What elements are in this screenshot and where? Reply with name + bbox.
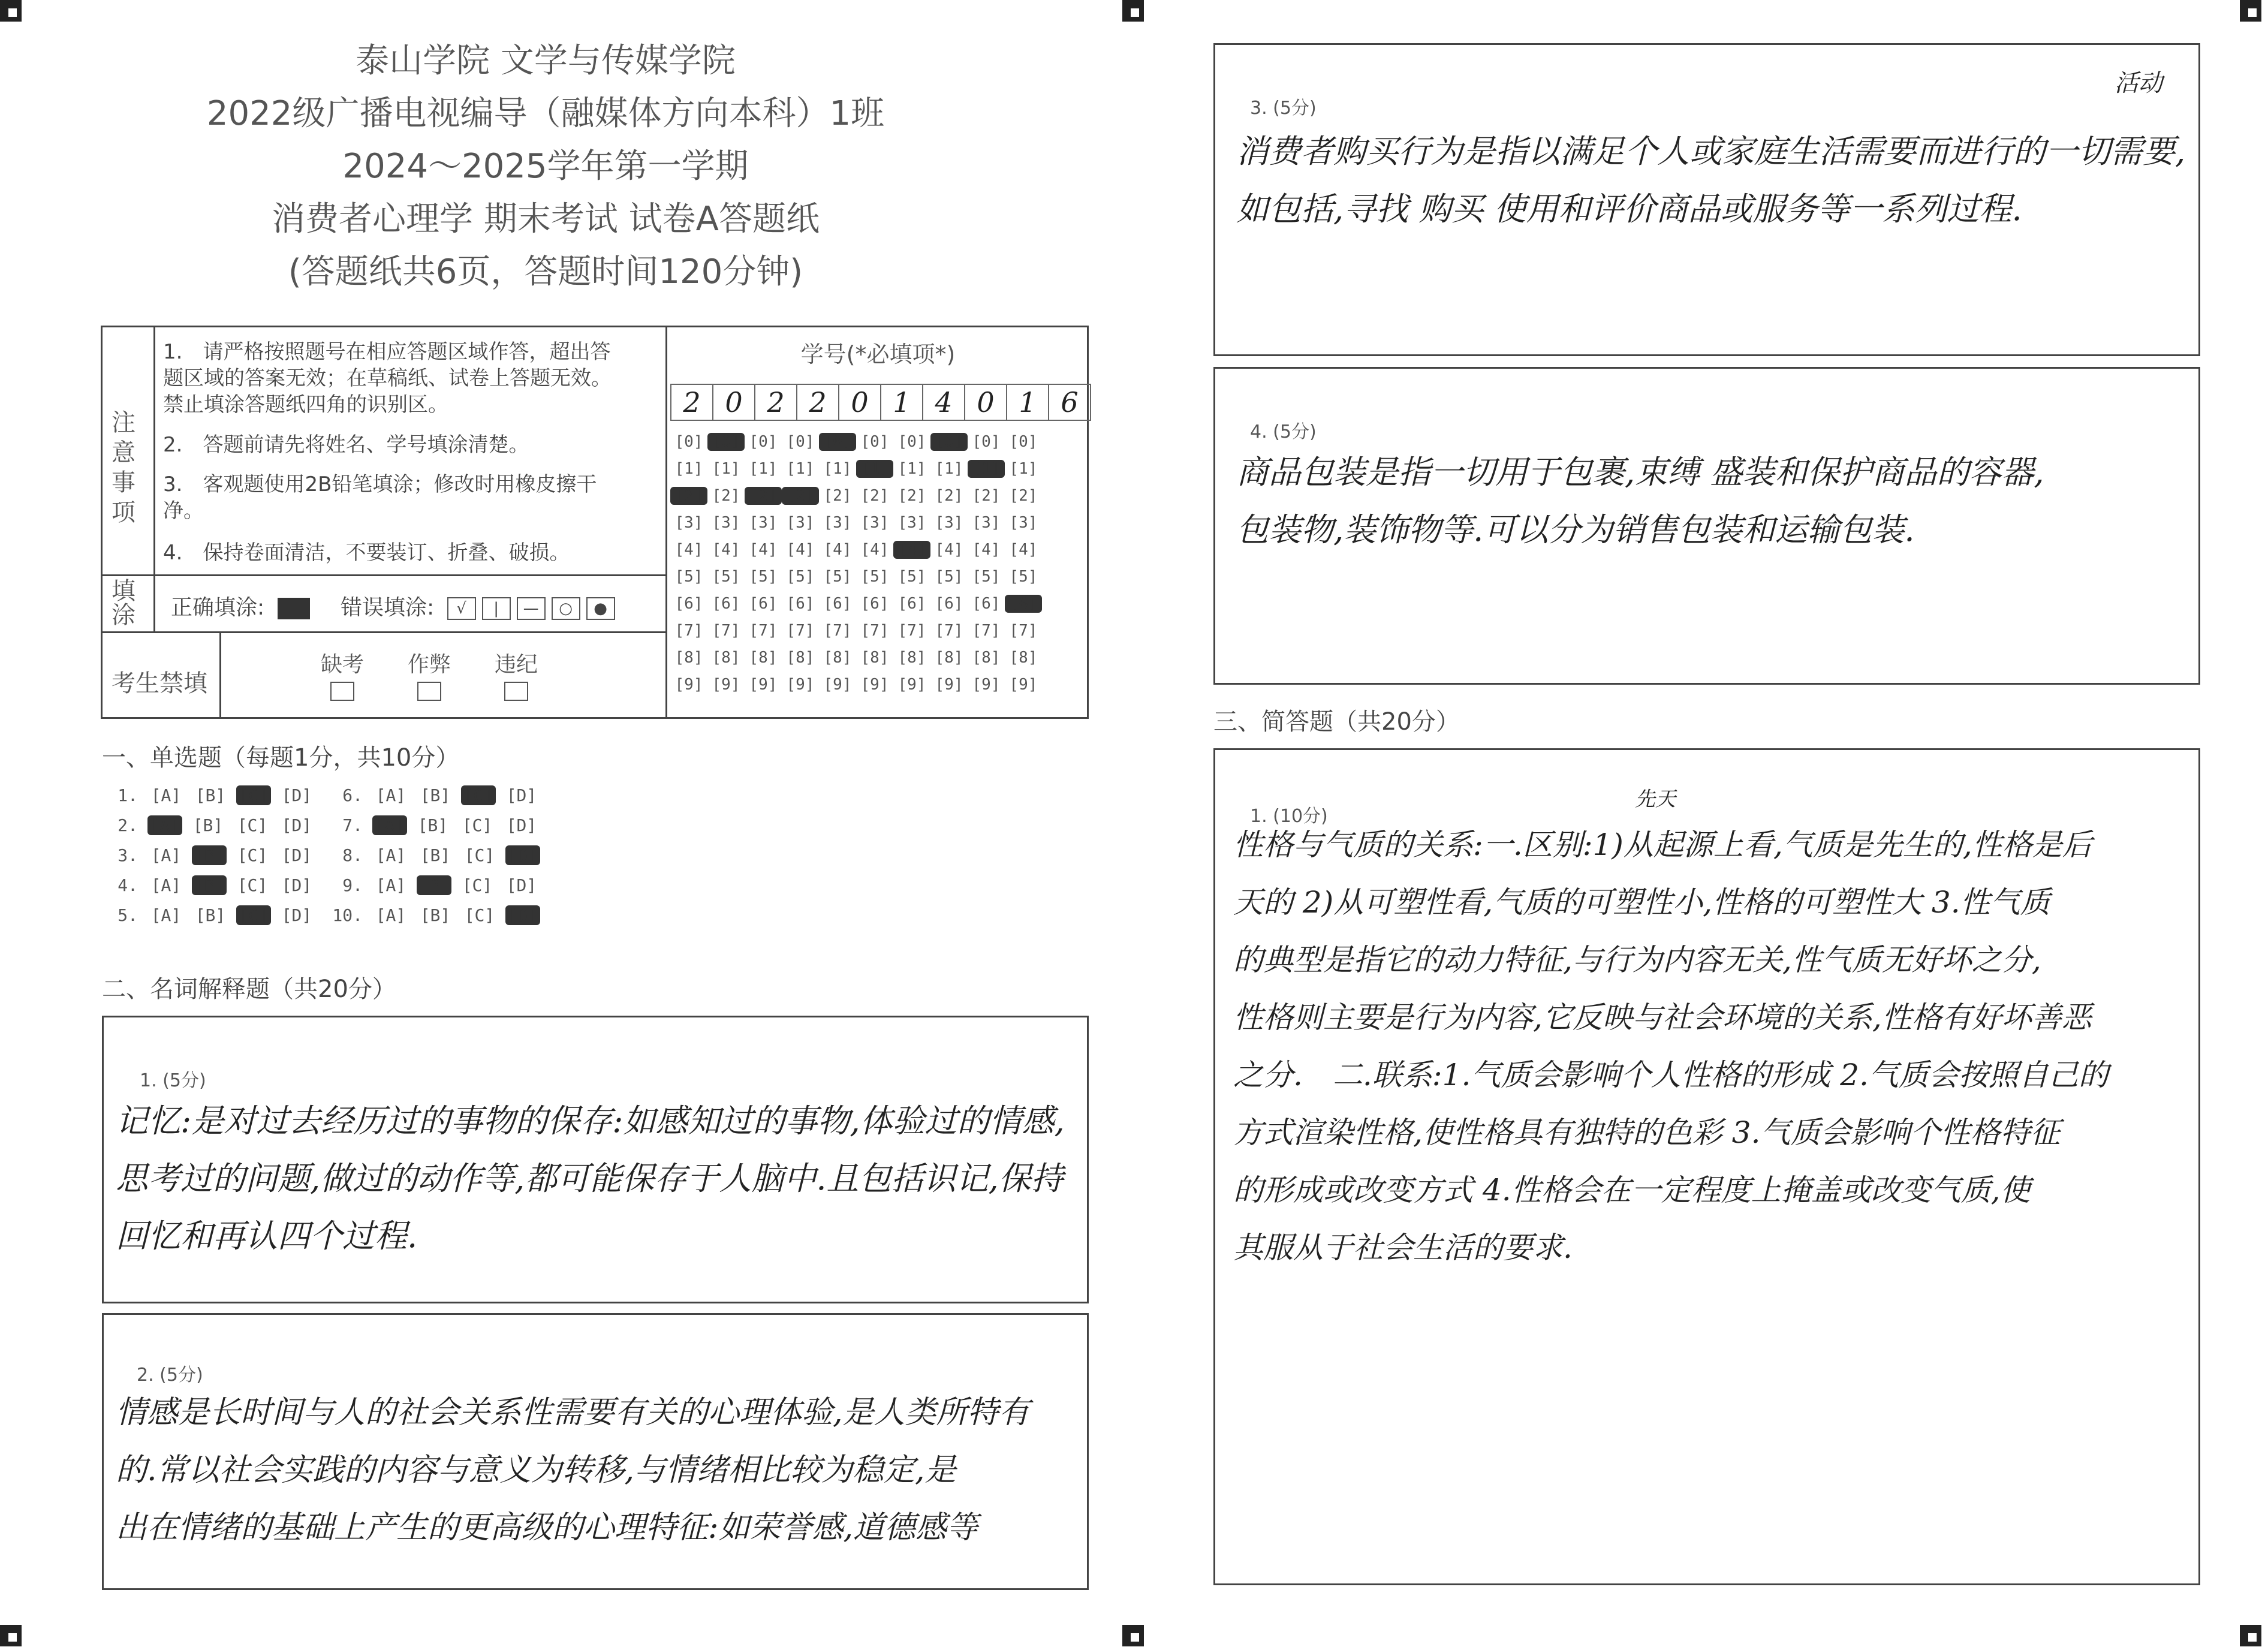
student-id-digit[interactable]: 0: [839, 385, 881, 420]
answer-line: 如包括,寻找 购买 使用和评价商品或服务等一系列过程.: [1236, 190, 2022, 228]
id-bubble[interactable]: [4]: [749, 541, 778, 559]
correct-fill-label: 正确填涂:: [171, 595, 265, 620]
single-choice-question: [102, 875, 319, 895]
id-bubble[interactable]: [6]: [972, 595, 1001, 613]
answer-text: [116, 1384, 1030, 1556]
id-bubble[interactable]: [5]: [1009, 568, 1038, 586]
answer-box-2-3: [1213, 43, 2200, 356]
id-bubble[interactable]: [5]: [749, 568, 778, 586]
class-title: 2022级广播电视编导（融媒体方向本科）1班: [206, 94, 885, 133]
id-bubble[interactable]: [7]: [823, 622, 852, 640]
choice-option[interactable]: [C]: [236, 905, 271, 925]
choice-option[interactable]: [C]: [237, 845, 268, 865]
dash-mark-icon: —: [517, 597, 546, 620]
question-label: 2. (5分): [137, 1365, 203, 1386]
id-bubble[interactable]: [2]: [972, 487, 1001, 505]
id-bubble[interactable]: [5]: [712, 568, 740, 586]
id-bubble[interactable]: [5]: [674, 568, 703, 586]
id-bubble[interactable]: [4]: [893, 541, 930, 559]
question-label: 1. (10分): [1250, 806, 1328, 827]
school-title: 泰山学院 文学与传媒学院: [356, 41, 736, 80]
id-bubble[interactable]: [7]: [786, 622, 815, 640]
id-bubble[interactable]: [5]: [823, 568, 852, 586]
forbid-absent-checkbox[interactable]: [330, 682, 354, 701]
question-label: 1. (5分): [140, 1070, 206, 1091]
forbid-violation-checkbox[interactable]: [504, 682, 528, 701]
id-bubble[interactable]: [9]: [823, 676, 852, 694]
id-bubble[interactable]: [4]: [1009, 541, 1038, 559]
id-bubble[interactable]: [0]: [749, 433, 778, 451]
single-choice-question: [102, 905, 319, 925]
id-bubble[interactable]: [3]: [935, 514, 963, 532]
choice-option[interactable]: [C]: [464, 905, 495, 925]
notes-label: 注意事项: [112, 409, 135, 526]
choice-option[interactable]: [B]: [192, 845, 227, 865]
note-item: 1. 请严格按照题号在相应答题区域作答，超出答题区域的答案无效；在草稿纸、试卷上答题无效。禁止填涂答题纸四角的识别区。: [163, 340, 612, 417]
id-bubble[interactable]: [6]: [749, 595, 778, 613]
answer-text: [1236, 444, 2044, 559]
question-number: 3.: [118, 845, 138, 865]
choice-option[interactable]: [B]: [195, 785, 226, 805]
wrong-fill-label: 错误填涂:: [341, 595, 435, 620]
choice-option[interactable]: [B]: [420, 785, 451, 805]
choice-option[interactable]: [D]: [506, 875, 537, 895]
exam-info: (答题纸共6页，答题时间120分钟): [288, 252, 803, 291]
corner-mark-icon: [2240, 1625, 2261, 1646]
choice-option[interactable]: [B]: [192, 875, 227, 895]
id-bubble-row: [670, 676, 1042, 703]
student-id-digit[interactable]: 1: [1007, 385, 1049, 420]
id-bubble[interactable]: [3]: [712, 514, 740, 532]
id-bubble[interactable]: [2]: [823, 487, 852, 505]
id-bubble[interactable]: [7]: [674, 622, 703, 640]
id-bubble[interactable]: [9]: [712, 676, 740, 694]
id-bubble[interactable]: [2]: [1009, 487, 1038, 505]
id-bubble-row: [670, 460, 1042, 487]
student-id-digit[interactable]: 1: [881, 385, 923, 420]
id-bubble[interactable]: [1]: [968, 460, 1005, 478]
student-id-digit[interactable]: 6: [1049, 385, 1091, 420]
choice-option[interactable]: [A]: [147, 815, 182, 835]
id-bubble[interactable]: [1]: [712, 460, 740, 478]
answer-line: 其服从于社会生活的要求.: [1233, 1230, 1573, 1265]
info-divider: [219, 631, 221, 719]
id-bubble[interactable]: [7]: [897, 622, 926, 640]
id-bubble[interactable]: [0]: [897, 433, 926, 451]
question-number: 4.: [118, 875, 138, 895]
id-bubble[interactable]: [9]: [1009, 676, 1038, 694]
answer-line: 商品包装是指一切用于包裹,束缚 盛装和保护商品的容器,: [1236, 453, 2044, 491]
student-id-digit[interactable]: 2: [671, 385, 713, 420]
choice-option[interactable]: [D]: [506, 815, 537, 835]
id-bubble[interactable]: [2]: [782, 487, 819, 505]
id-bubble[interactable]: [0]: [972, 433, 1001, 451]
choice-option[interactable]: [A]: [375, 785, 406, 805]
single-choice-question: [327, 845, 544, 865]
answer-line: 的形成或改变方式 4.性格会在一定程度上掩盖或改变气质,使: [1233, 1173, 2031, 1208]
choice-option[interactable]: [A]: [375, 905, 406, 925]
student-id-digit[interactable]: 0: [713, 385, 755, 420]
corner-mark-icon: [0, 1625, 22, 1646]
id-bubble-row: [670, 433, 1042, 460]
choice-option[interactable]: [B]: [417, 815, 448, 835]
answer-box-2-1: [102, 1016, 1089, 1303]
id-bubble[interactable]: [8]: [786, 649, 815, 667]
choice-option[interactable]: [C]: [237, 815, 268, 835]
id-bubble[interactable]: [6]: [712, 595, 740, 613]
student-id-digit[interactable]: 4: [923, 385, 965, 420]
id-bubble[interactable]: [0]: [786, 433, 815, 451]
id-bubble[interactable]: [6]: [897, 595, 926, 613]
choice-option[interactable]: [C]: [236, 785, 271, 805]
id-bubble[interactable]: [0]: [674, 433, 703, 451]
forbid-cheat: [408, 648, 451, 703]
exam-title: 消费者心理学 期末考试 试卷A答题纸: [272, 200, 820, 239]
question-label: 4. (5分): [1250, 421, 1317, 442]
corner-mark-icon: [2240, 0, 2261, 22]
id-bubble[interactable]: [1]: [786, 460, 815, 478]
answer-line: 记忆:是对过去经历过的事物的保存:如感知过的事物,体验过的情感,: [116, 1102, 1065, 1140]
single-choice-question: [102, 815, 319, 835]
answer-box-3-1: [1213, 748, 2200, 1585]
id-bubble[interactable]: [9]: [935, 676, 963, 694]
single-choice-question: [327, 785, 544, 805]
id-bubble[interactable]: [5]: [935, 568, 963, 586]
term-title: 2024～2025学年第一学期: [342, 147, 749, 186]
forbid-absent-label: 缺考: [321, 652, 365, 677]
choice-option[interactable]: [A]: [150, 875, 182, 895]
answer-line: 消费者购买行为是指以满足个人或家庭生活需要而进行的一切需要,: [1236, 133, 2186, 170]
id-bubble[interactable]: [4]: [786, 541, 815, 559]
id-bubble[interactable]: [1]: [1009, 460, 1038, 478]
info-divider: [153, 326, 155, 574]
fill-example: [171, 591, 621, 621]
id-bubble[interactable]: [7]: [712, 622, 740, 640]
student-id-digit[interactable]: 2: [797, 385, 839, 420]
single-choice-question: [327, 875, 544, 895]
answer-line: 天的 2)从可塑性看,气质的可塑性小,性格的可塑性大 3.性气质: [1233, 885, 2050, 920]
single-choice-question: [327, 905, 544, 925]
info-divider: [153, 574, 155, 631]
answer-line: 出在情绪的基础上产生的更高级的心理特征:如荣誉感,道德感等: [116, 1510, 978, 1546]
id-bubble[interactable]: [6]: [860, 595, 889, 613]
question-number: 6.: [342, 785, 363, 805]
id-bubble[interactable]: [8]: [712, 649, 740, 667]
id-bubble[interactable]: [8]: [935, 649, 963, 667]
choice-option[interactable]: [C]: [461, 785, 496, 805]
single-choice-question: [327, 815, 544, 835]
id-bubble[interactable]: [3]: [674, 514, 703, 532]
id-bubble[interactable]: [2]: [897, 487, 926, 505]
answer-line: 回忆和再认四个过程.: [116, 1217, 418, 1255]
choice-option[interactable]: [D]: [281, 845, 312, 865]
question-label: 3. (5分): [1250, 98, 1317, 119]
id-bubble[interactable]: [2]: [712, 487, 740, 505]
id-bubble[interactable]: [6]: [935, 595, 963, 613]
student-id-digits: [670, 384, 1091, 421]
student-id-digit[interactable]: 0: [965, 385, 1007, 420]
id-bubble[interactable]: [9]: [749, 676, 778, 694]
id-bubble[interactable]: [7]: [972, 622, 1001, 640]
id-bubble[interactable]: [1]: [823, 460, 852, 478]
insert-annotation: 先天: [1635, 787, 1676, 811]
choice-option[interactable]: [D]: [281, 875, 312, 895]
choice-option[interactable]: [A]: [375, 875, 406, 895]
id-bubble[interactable]: [6]: [674, 595, 703, 613]
choice-option[interactable]: [C]: [462, 815, 493, 835]
choice-option[interactable]: [C]: [462, 875, 493, 895]
id-bubble[interactable]: [1]: [897, 460, 926, 478]
choice-option[interactable]: [A]: [375, 845, 406, 865]
check-mark-icon: √: [447, 597, 476, 620]
student-id-grid: [670, 433, 1042, 703]
question-number: 5.: [118, 905, 138, 925]
id-bubble[interactable]: [7]: [860, 622, 889, 640]
id-bubble[interactable]: [1]: [856, 460, 893, 478]
forbid-absent: [321, 648, 364, 703]
id-bubble[interactable]: [3]: [823, 514, 852, 532]
insert-annotation: 活动: [2115, 70, 2162, 97]
info-divider: [665, 326, 667, 719]
id-bubble[interactable]: [3]: [786, 514, 815, 532]
student-id-digit[interactable]: 2: [755, 385, 797, 420]
choice-option[interactable]: [D]: [506, 785, 537, 805]
id-bubble[interactable]: [1]: [749, 460, 778, 478]
choice-option[interactable]: [B]: [417, 875, 451, 895]
id-bubble-row: [670, 622, 1042, 649]
student-id-label: 学号(*必填项*): [800, 341, 956, 368]
note-item: 2. 答题前请先将姓名、学号填涂清楚。: [163, 433, 529, 457]
choice-option[interactable]: [B]: [420, 845, 451, 865]
choice-option[interactable]: [D]: [505, 905, 540, 925]
answer-text: [116, 1092, 1065, 1265]
forbid-cheat-label: 作弊: [408, 652, 451, 677]
forbid-violation: [495, 648, 538, 703]
id-bubble[interactable]: [6]: [786, 595, 815, 613]
id-bubble[interactable]: [2]: [935, 487, 963, 505]
choice-option[interactable]: [A]: [150, 845, 182, 865]
id-bubble[interactable]: [0]: [707, 433, 745, 451]
bar-mark-icon: |: [482, 597, 511, 620]
id-bubble[interactable]: [3]: [1009, 514, 1038, 532]
section-2-title: 二、名词解释题（共20分）: [102, 975, 396, 1003]
id-bubble[interactable]: [0]: [819, 433, 856, 451]
id-bubble[interactable]: [3]: [749, 514, 778, 532]
info-divider: [101, 631, 665, 633]
choice-option[interactable]: [D]: [505, 845, 540, 865]
id-bubble[interactable]: [2]: [860, 487, 889, 505]
id-bubble[interactable]: [5]: [860, 568, 889, 586]
id-bubble[interactable]: [0]: [860, 433, 889, 451]
note-item: 4. 保持卷面清洁，不要装订、折叠、破损。: [163, 541, 570, 565]
id-bubble[interactable]: [5]: [972, 568, 1001, 586]
corner-mark-icon: [0, 0, 22, 22]
id-bubble[interactable]: [4]: [860, 541, 889, 559]
id-bubble[interactable]: [7]: [749, 622, 778, 640]
id-bubble-row: [670, 649, 1042, 676]
choice-option[interactable]: [B]: [192, 815, 224, 835]
id-bubble[interactable]: [9]: [786, 676, 815, 694]
question-number: 8.: [342, 845, 363, 865]
id-bubble[interactable]: [9]: [897, 676, 926, 694]
answer-text: [1233, 816, 2109, 1276]
answer-line: 情感是长时间与人的社会关系性需要有关的心理体验,是人类所特有: [116, 1395, 1030, 1431]
id-bubble[interactable]: [4]: [935, 541, 963, 559]
answer-line: 思考过的问题,做过的动作等,都可能保存于人脑中.且包括识记,保持: [116, 1160, 1064, 1197]
answer-text: [1236, 123, 2185, 238]
corner-mark-icon: [1122, 0, 1144, 22]
note-item: 3. 客观题使用2B铅笔填涂；修改时用橡皮擦干净。: [163, 472, 597, 523]
answer-line: 的典型是指它的动力特征,与行为内容无关,性气质无好坏之分,: [1233, 943, 2041, 977]
choice-option[interactable]: [C]: [464, 845, 495, 865]
question-number: 1.: [118, 785, 138, 805]
correct-fill-mark: [278, 598, 310, 619]
answer-line: 性格与气质的关系:一.区别:1)从起源上看,气质是先生的,性格是后: [1233, 827, 2092, 862]
id-bubble[interactable]: [5]: [897, 568, 926, 586]
id-bubble[interactable]: [8]: [1009, 649, 1038, 667]
circle-mark-icon: ○: [552, 597, 580, 620]
id-bubble[interactable]: [0]: [1009, 433, 1038, 451]
choice-option[interactable]: [B]: [420, 905, 451, 925]
info-divider: [101, 574, 665, 576]
answer-line: 的.常以社会实践的内容与意义为转移,与情绪相比较为稳定,是: [116, 1452, 956, 1488]
choice-option[interactable]: [D]: [281, 785, 312, 805]
id-bubble[interactable]: [8]: [674, 649, 703, 667]
forbid-label: 考生禁填: [112, 670, 207, 697]
question-number: 2.: [118, 815, 138, 835]
single-choice-question: [102, 785, 319, 805]
id-bubble[interactable]: [8]: [897, 649, 926, 667]
id-bubble[interactable]: [5]: [786, 568, 815, 586]
id-bubble[interactable]: [6]: [823, 595, 852, 613]
id-bubble[interactable]: [1]: [935, 460, 963, 478]
id-bubble[interactable]: [3]: [972, 514, 1001, 532]
id-bubble[interactable]: [7]: [1009, 622, 1038, 640]
choice-option[interactable]: [A]: [150, 785, 182, 805]
question-number: 10.: [332, 905, 363, 925]
id-bubble-row: [670, 514, 1042, 541]
id-bubble[interactable]: [9]: [860, 676, 889, 694]
forbid-violation-label: 违纪: [495, 652, 538, 677]
id-bubble[interactable]: [2]: [745, 487, 782, 505]
choice-option[interactable]: [D]: [281, 905, 312, 925]
corner-mark-icon: [1122, 1625, 1144, 1646]
dot-mark-icon: ●: [586, 597, 615, 620]
id-bubble[interactable]: [9]: [674, 676, 703, 694]
section-3-title: 三、简答题（共20分）: [1213, 708, 1460, 736]
id-bubble[interactable]: [9]: [972, 676, 1001, 694]
choice-option[interactable]: [A]: [372, 815, 407, 835]
id-bubble[interactable]: [8]: [823, 649, 852, 667]
section-1-title: 一、单选题（每题1分，共10分）: [102, 744, 460, 772]
id-bubble-row: [670, 541, 1042, 568]
choice-option[interactable]: [B]: [195, 905, 226, 925]
id-bubble[interactable]: [4]: [972, 541, 1001, 559]
choice-option[interactable]: [A]: [150, 905, 182, 925]
id-bubble[interactable]: [8]: [972, 649, 1001, 667]
id-bubble[interactable]: [8]: [860, 649, 889, 667]
id-bubble[interactable]: [4]: [674, 541, 703, 559]
single-choice-question: [102, 845, 319, 865]
question-number: 9.: [342, 875, 363, 895]
id-bubble[interactable]: [6]: [1005, 595, 1042, 613]
fill-label: 填涂: [112, 577, 135, 629]
forbid-cheat-checkbox[interactable]: [417, 682, 441, 701]
answer-box-2-2: [102, 1313, 1089, 1590]
id-bubble-row: [670, 595, 1042, 622]
choice-option[interactable]: [D]: [281, 815, 312, 835]
id-bubble[interactable]: [3]: [860, 514, 889, 532]
id-bubble-row: [670, 487, 1042, 514]
answer-line: 包装物,装饰物等.可以分为销售包装和运输包装.: [1236, 511, 1915, 549]
id-bubble[interactable]: [4]: [712, 541, 740, 559]
choice-option[interactable]: [C]: [237, 875, 268, 895]
answer-line: 方式渲染性格,使性格具有独特的色彩 3.气质会影响个性格特征: [1233, 1115, 2061, 1150]
answer-line: 之分. 二.联系:1.气质会影响个人性格的形成 2.气质会按照自己的: [1233, 1058, 2109, 1092]
id-bubble[interactable]: [2]: [670, 487, 707, 505]
answer-line: 性格则主要是行为内容,它反映与社会环境的关系,性格有好坏善恶: [1233, 1000, 2092, 1035]
answer-box-2-4: [1213, 367, 2200, 685]
id-bubble[interactable]: [3]: [897, 514, 926, 532]
id-bubble-row: [670, 568, 1042, 595]
question-number: 7.: [342, 815, 363, 835]
id-bubble[interactable]: [0]: [930, 433, 968, 451]
id-bubble[interactable]: [1]: [674, 460, 703, 478]
id-bubble[interactable]: [8]: [749, 649, 778, 667]
id-bubble[interactable]: [4]: [823, 541, 852, 559]
id-bubble[interactable]: [7]: [935, 622, 963, 640]
